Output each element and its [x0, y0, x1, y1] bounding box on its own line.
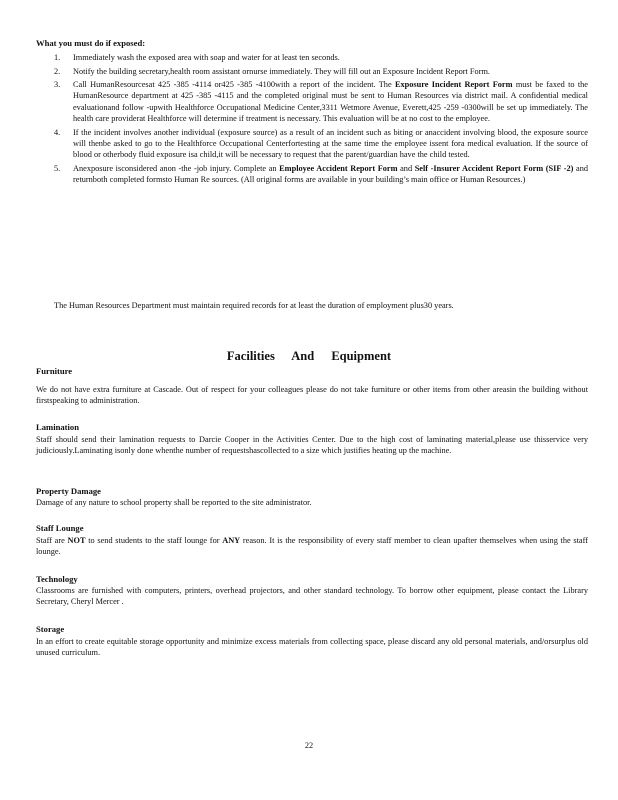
insurer-form-name: Self -Insurer Accident Report Form (SIF -2) [414, 163, 574, 173]
property-damage-heading: Property Damage [36, 486, 101, 496]
list-item-text: If the incident involves another individual (exposure source) as a result of an incident such as biting or anaccident involving blood, the exposure source will thenbe asked to go to the Healthforce Occupational Centerfortesting at the same time the employee issent fora medical evaluation. If the source of blood or otherbody fluid exposure isa child,it will be necessary to request that the parent/guardian have the child tested. [73, 127, 588, 160]
staff-lounge-text: reason. It is the responsibility of every staff member to clean upafter themselves when using the staff lounge. [36, 536, 588, 557]
exposure-form-name: Exposure Incident Report Form [394, 80, 513, 90]
technology-heading: Technology [36, 574, 78, 584]
storage-heading: Storage [36, 624, 65, 634]
exposure-steps-list [54, 52, 588, 188]
list-number: 1. [54, 53, 61, 62]
list-item-text: and [397, 163, 415, 173]
list-item-text: must be faxed to the HumanResource department at 425 -385 -4115 and the completed original must be sent to Human Resources via district mail. A confidential medical evaluationand follow -upwith Healthforce Occupational Medicine Center,3311 Wetmore Avenue, Everett,425 -259 -0300will be set up immediately. The health care providerat Healthforce will determine if treatment is necessary. This evaluation will be at no cost to the employee. [73, 80, 588, 124]
list-item-text: Anexposure isconsidered anon -the -job injury. Complete an [73, 163, 280, 173]
exposure-heading: What you must do if exposed: [36, 38, 146, 48]
page-title: Facilities And Equipment [226, 349, 392, 363]
list-number: 3. [54, 80, 61, 90]
list-item [54, 127, 588, 161]
storage-paragraph: In an effort to create equitable storage opportunity and minimize excess materials from collecting space, please discard any old personal materials, and/orsurplus old unused curriculum. [36, 637, 588, 658]
staff-lounge-heading: Staff Lounge [36, 523, 84, 533]
list-item-text: Notify the building secretary,health room assistant ornurse immediately. They will fill out an Exposure Incident Report Form. [73, 66, 490, 76]
technology-paragraph: Classrooms are furnished with computers, printers, overhead projectors, and other standard technology. To borrow other equipment, please contact the Library Secretary, Cheryl Mercer . [36, 586, 588, 607]
property-damage-paragraph: Damage of any nature to school property shall be reported to the site administrator. [36, 498, 312, 507]
list-number: 4. [54, 127, 61, 137]
records-paragraph: The Human Resources Department must maintain required records for at least the duration of employment plus30 years. [54, 301, 454, 310]
list-number: 2. [54, 66, 61, 76]
lamination-paragraph: Staff should send their lamination requests to Darcie Cooper in the Activities Center. Due to the high cost of laminating material,please use thisservice very judiciously.Laminating isonly done whenthe number of requestshascollected to a size which justifies heating up the machine. [36, 435, 588, 456]
emphasis-not: NOT [67, 536, 86, 545]
page-number: 22 [304, 741, 314, 750]
employee-form-name: Employee Accident Report Form [279, 163, 398, 173]
staff-lounge-text: to send students to the staff lounge for [85, 536, 223, 545]
furniture-paragraph: We do not have extra furniture at Cascade. Out of respect for your colleagues please do not take furniture or other items from other areasin the building without firstspeaking to administration. [36, 385, 588, 406]
staff-lounge-text: Staff are [36, 536, 68, 545]
list-item [54, 163, 588, 186]
emphasis-any: ANY [222, 536, 241, 545]
list-item-text: Immediately wash the exposed area with soap and water for at least ten seconds. [73, 53, 340, 62]
list-item-text: and returnboth completed formsto Human Re sources. (All original forms are available in your building’s main office or Human Resources.) [73, 163, 588, 185]
list-item [54, 66, 588, 77]
furniture-heading: Furniture [36, 366, 73, 376]
list-item [54, 79, 588, 124]
list-item [54, 52, 588, 63]
list-number: 5. [54, 163, 61, 173]
lamination-heading: Lamination [36, 422, 79, 432]
list-item-text: Call HumanResourcesat 425 -385 -4114 or425 -385 -4100with a report of the incident. The [73, 80, 395, 90]
staff-lounge-paragraph [36, 535, 588, 558]
